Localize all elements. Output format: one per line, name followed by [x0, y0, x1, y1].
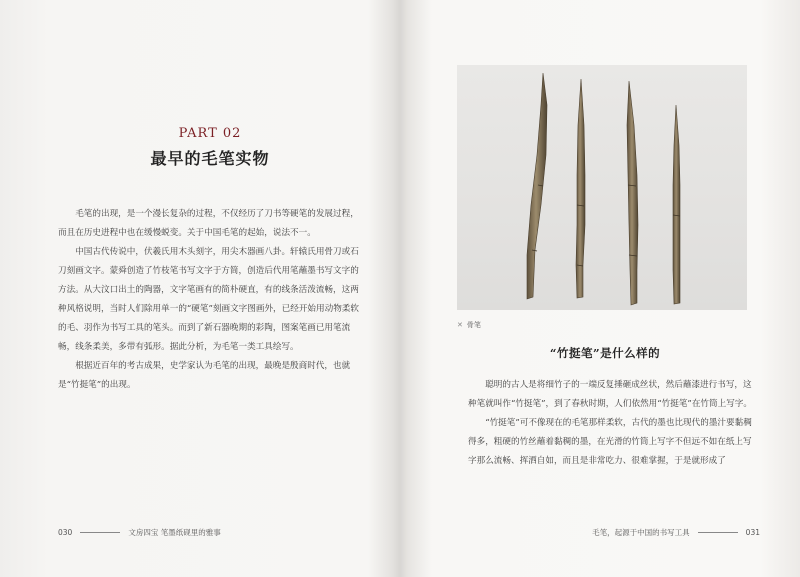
left-folio: [58, 527, 221, 538]
running-title: 毛笔，起源于中国的书写工具: [592, 528, 690, 537]
page-number: 030: [58, 528, 73, 537]
stick-4: [673, 105, 680, 304]
bone-brush-illustration: [457, 65, 747, 310]
page-number: 031: [745, 528, 760, 537]
bone-brush-photo: [457, 65, 747, 310]
stick-3: [627, 81, 638, 305]
right-body-text: [468, 376, 756, 471]
caption-mark: ✕: [457, 321, 463, 329]
stick-1: [527, 73, 547, 299]
caption-text: 骨笔: [466, 321, 481, 329]
paragraph: 毛笔的出现，是一个漫长复杂的过程，不仅经历了刀书等硬笔的发展过程，而且在历史进程中也在缓慢蜕变。关于中国毛笔的起始，说法不一。: [58, 209, 359, 238]
section-title: “竹挺笔”是什么样的: [549, 346, 661, 360]
right-folio: [592, 527, 760, 538]
paragraph: “竹挺笔”可不像现在的毛笔那样柔软，古代的墨也比现代的墨汁要黏稠得多，粗硬的竹丝蘸着黏稠的墨，在光滑的竹筒上写字不但远不如在纸上写字那么流畅、挥洒自如，而且是非常吃力、很难掌握，于是就形成了: [468, 418, 752, 466]
paragraph: 中国古代传说中，伏羲氏用木头刻字，用尖木器画八卦。轩辕氏用骨刀或石刀刻画文字。蒙舜创造了竹枝笔书写文字于方简，创造后代用笔蘸墨书写文字的方法。从大汶口出土的陶器，文字笔画有的简朴硬直，有的线条活泼流畅，这两种风格说明，当时人们除用单一的“硬笔”刻画文字图画外，已经开始用动物柔软的毛、羽作为书写工具的笔头。而到了新石器晚期的彩陶，图案笔画已用笔流畅，线条柔美，多带有弧形。据此分析，为毛笔一类工具绘写。: [58, 247, 359, 352]
paragraph: 根据近百年的考古成果，史学家认为毛笔的出现，最晚是殷商时代，也就是“竹挺笔”的出现。: [58, 361, 351, 390]
folio-rule: [80, 532, 120, 533]
part-label: PART 02: [178, 126, 242, 141]
left-body-text: [58, 205, 360, 395]
photo-caption: [457, 320, 481, 330]
running-title: 文房四宝 笔墨纸砚里的雅事: [128, 528, 221, 537]
stick-nodes: [532, 185, 680, 266]
left-page: [0, 0, 398, 577]
chapter-title: 最早的毛笔实物: [150, 149, 270, 168]
folio-rule: [698, 532, 738, 533]
paragraph: 聪明的古人是将细竹子的一端反复捶砸成丝状，然后蘸漆进行书写，这种笔就叫作“竹挺笔”，到了春秋时期，人们依然用“竹挺笔”在竹筒上写字。: [468, 380, 752, 409]
